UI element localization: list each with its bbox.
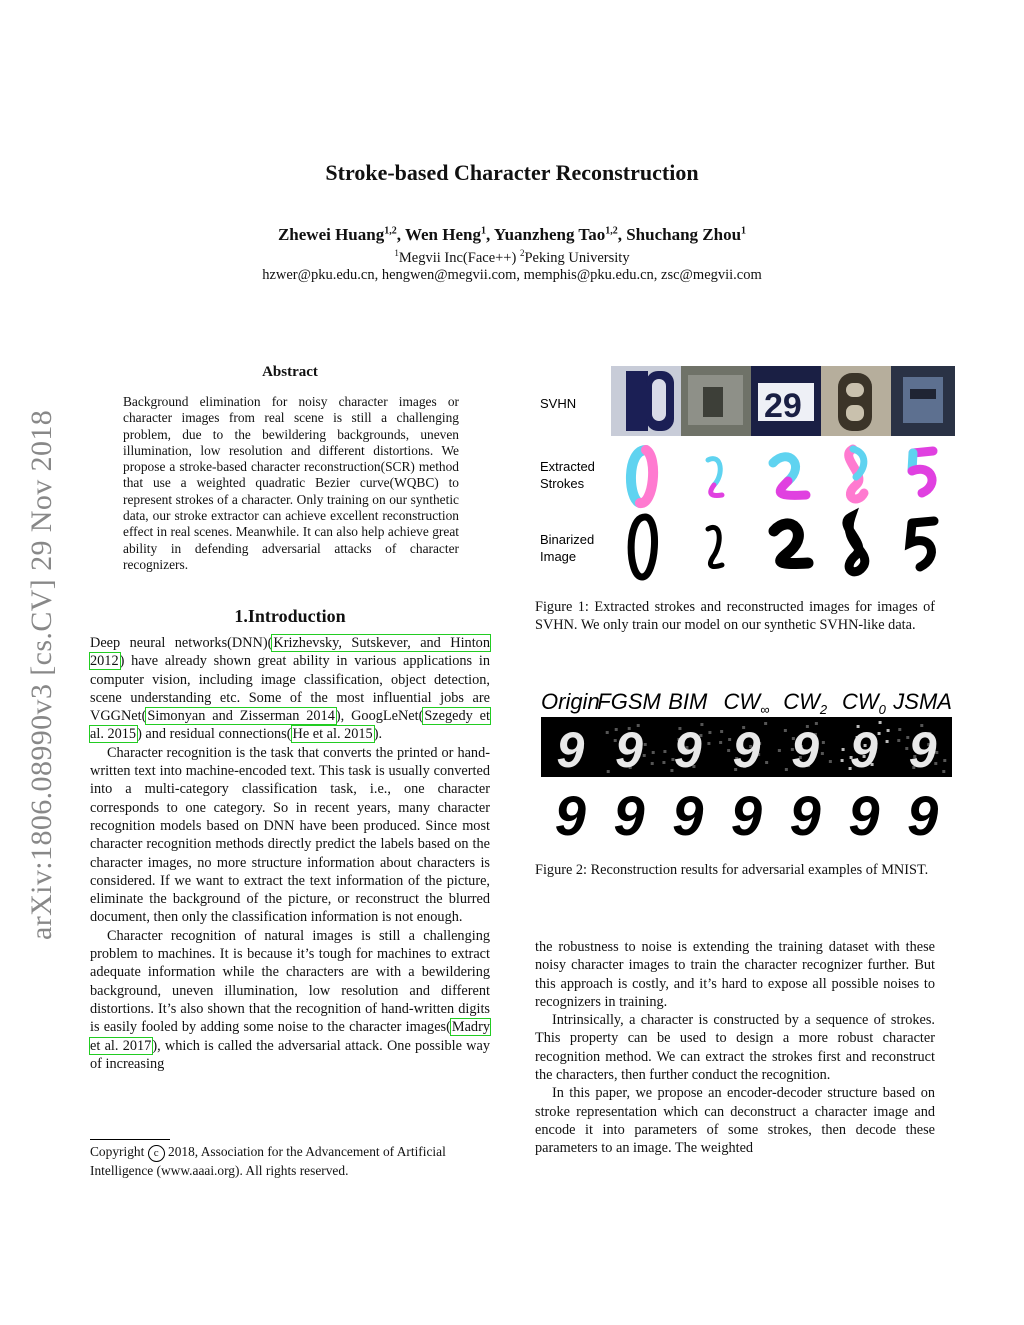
binarized-digit-2b xyxy=(774,524,808,564)
noise-speckle xyxy=(878,732,881,735)
noise-speckle xyxy=(821,752,824,755)
noise-speckle xyxy=(886,740,889,743)
binarized-digit-0 xyxy=(631,517,654,577)
binarized-digit-2 xyxy=(708,527,722,566)
adversarial-digit: 9 xyxy=(732,722,761,778)
noise-speckle xyxy=(728,738,731,741)
attack-label: Origin xyxy=(541,689,600,714)
right-column xyxy=(535,938,935,1158)
text-run: 2018, Association for the Advancement of Artificial Intelligence (www.aaai.org). All rights reserved. xyxy=(90,1144,446,1178)
citation-link[interactable]: He et al. 2015 xyxy=(292,726,373,743)
arxiv-sidebar: arXiv:1806.08990v3 [cs.CV] 29 Nov 2018 xyxy=(25,409,58,940)
noise-speckle xyxy=(644,743,647,746)
copyright-footnote xyxy=(90,1143,490,1179)
text-run: Binarized xyxy=(540,532,595,547)
author-name: Shuchang Zhou xyxy=(626,225,742,244)
text-run: ). xyxy=(373,726,383,743)
text-run: ) have already shown great ability in various applications in computer vision, including image classification, object detection, scene understanding etc. Some of the most influential jobs are VGGNet( xyxy=(90,653,490,725)
svhn-photo xyxy=(611,366,681,436)
noise-speckle xyxy=(841,759,844,762)
adversarial-digit: 9 xyxy=(908,722,937,778)
text-run: Extracted xyxy=(540,459,595,474)
stroke-digit-5 xyxy=(912,451,933,493)
noise-speckle xyxy=(829,760,832,763)
noise-speckle xyxy=(765,761,768,764)
intro-paragraph: Character recognition is the task that converts the printed or hand-written text into machine-encoded text. This task is usually converted into a multi-category classification task, i.e., one character corresponds to one category. So in recent years, many character recognition models based on DNN have been produced. Since most character recognition methods directly predict the labels based on the character images, no more structure information about characters is considered. If we want to extract the text information of the picture, eliminate the background of the picture, or reconstruct the blurred document, then only the classification information is not enough. xyxy=(90,744,490,926)
author-sup: 1 xyxy=(480,225,486,237)
intro-paragraph xyxy=(90,634,490,744)
left-column xyxy=(90,634,490,1073)
stroke-digit-8 xyxy=(849,449,864,499)
noise-speckle xyxy=(719,741,722,744)
author-emails: hzwer@pku.edu.cn, hengwen@megvii.com, memphis@pku.edu.cn, zsc@megvii.com xyxy=(262,267,762,283)
adversarial-digit: 9 xyxy=(791,722,820,778)
affil-sup: 1 xyxy=(394,248,399,258)
reconstructed-digit: 9 xyxy=(789,784,821,845)
text-run: ), which is called the adversarial attack. One possible way of increasing xyxy=(90,1037,490,1072)
adversarial-digit: 9 xyxy=(673,722,702,778)
affil-sup: 2 xyxy=(519,248,525,258)
noise-speckle xyxy=(662,761,665,764)
noise-speckle xyxy=(942,770,945,773)
affil-org: Peking University xyxy=(524,249,630,266)
reconstructed-digits xyxy=(555,784,938,845)
attack-label: JSMA xyxy=(893,689,952,714)
noise-speckle xyxy=(764,722,767,725)
copyright-icon: c xyxy=(148,1145,165,1162)
noise-speckle xyxy=(784,729,787,732)
text-run: Image xyxy=(540,549,577,564)
noise-speckle xyxy=(663,750,666,753)
author-sup: 1,2 xyxy=(605,225,618,237)
attack-label: FGSM xyxy=(597,689,661,714)
svhn-photo xyxy=(751,366,821,436)
svhn-photo xyxy=(891,366,955,436)
binarized-digit-8 xyxy=(847,517,865,572)
noise-speckle xyxy=(897,739,900,742)
figure-1-panels xyxy=(538,365,958,585)
body-paragraph: Intrinsically, a character is constructed by a sequence of strokes. This property can be used to design a more robust character recognition method. We can extract the strokes first and reconstruct the characters, then further conduct the recognition. xyxy=(535,1012,935,1084)
footnote-rule xyxy=(90,1139,170,1140)
citation-link[interactable]: Madry et al. 2017 xyxy=(90,1019,490,1054)
noise-speckle xyxy=(651,762,654,765)
noise-speckle xyxy=(785,768,788,771)
paper-title: Stroke-based Character Reconstruction xyxy=(325,160,699,185)
text-run: Strokes xyxy=(540,476,585,491)
affiliations xyxy=(0,248,1024,267)
attack-label: $CW_2$ xyxy=(783,689,828,717)
reconstructed-digit: 9 xyxy=(730,784,763,845)
author-name: Wen Heng xyxy=(404,225,481,244)
adversarial-digit: 9 xyxy=(615,722,643,778)
reconstructed-digit: 9 xyxy=(907,784,939,845)
figure-1-caption: Figure 1: Extracted strokes and reconstructed images for images of SVHN. We only train our model on our synthetic SVHN-like data. xyxy=(535,599,935,634)
reconstructed-digit: 9 xyxy=(672,784,704,845)
figure-2 xyxy=(538,685,958,845)
noise-speckle xyxy=(707,742,710,745)
noise-speckle xyxy=(778,749,781,752)
citation-link[interactable]: Simonyan and Zisserman 2014 xyxy=(147,708,335,725)
text-run: Deep neural networks(DNN)( xyxy=(90,635,273,651)
noise-speckle xyxy=(606,731,609,734)
noise-speckle xyxy=(607,770,610,773)
attack-label: $CW_\infty$ xyxy=(723,689,770,717)
stroke-digit-2 xyxy=(708,459,722,496)
figure-2-panels xyxy=(538,685,958,845)
author-sup: 1 xyxy=(741,225,747,237)
svhn-photo xyxy=(681,366,751,436)
stroke-digit-2b xyxy=(773,457,806,496)
intro-paragraph xyxy=(90,927,490,1073)
author-sup: 1,2 xyxy=(384,225,397,237)
abstract-heading: Abstract xyxy=(262,364,318,380)
noise-speckle xyxy=(887,729,890,732)
body-paragraph: the robustness to noise is extending the training dataset with these noisy character images to train the character recognizer further. But this approach is costly, and it’s hard to expose all possible noises to recognizers in training. xyxy=(535,939,935,1010)
body-paragraph: In this paper, we propose an encoder-decoder structure based on stroke representation which can deconstruct a character image and encode it into parameters of some strokes, then decode these parameters to an image. The weighted xyxy=(535,1085,935,1157)
text-run: Copyright xyxy=(90,1144,148,1159)
adversarial-digit: 9 xyxy=(556,722,585,778)
noise-speckle xyxy=(822,741,825,744)
noise-speckle xyxy=(708,731,711,734)
svhn-digit-text: 29 xyxy=(764,387,802,425)
binarized-digit-5 xyxy=(910,521,934,567)
section-heading: 1.Introduction xyxy=(234,606,346,626)
attack-label: $CW_0$ xyxy=(841,689,886,717)
reconstructed-digit: 9 xyxy=(554,784,586,845)
text-run: Character recognition of natural images is still a challenging problem to machines. It is because it’s tough for machines to extract adequate information while the characters are with a bewildering background, uneven illumination, low resolution and different distortions. It’s also shown that the recognition of hand-written digits is easily fooled by adding some noise to the character images( xyxy=(90,927,490,1036)
figure-2-caption: Figure 2: Reconstruction results for adversarial examples of MNIST. xyxy=(535,862,929,878)
reconstructed-digit: 9 xyxy=(613,784,645,845)
abstract-text: Background elimination for noisy character images or character images from real scene is still a challenging problem, due to the bewildering backgrounds, uneven illumination, low resolution and different distortions. We propose a stroke-based character reconstruction(SCR) method that use a weighted quadratic Bezier curve(WQBC) to represent strokes of a character. Only training on our synthetic data, our stroke extractor can achieve excellent reconstruction effect in real scenes. Meanwhile. It can also help achieve great ability in defending adversarial attacks of character recognizers. xyxy=(123,394,459,572)
noise-speckle xyxy=(879,721,882,724)
noise-speckle xyxy=(727,749,730,752)
citation-link[interactable]: Szegedy et al. 2015 xyxy=(90,708,490,743)
author-name: Zhewei Huang xyxy=(277,225,385,244)
noise-speckle xyxy=(842,748,845,751)
svhn-photo xyxy=(821,366,891,436)
row-label-svhn: SVHN xyxy=(540,396,577,411)
author-name: Yuanzheng Tao xyxy=(493,225,606,244)
affil-org: Megvii Inc(Face++) xyxy=(398,249,520,266)
noise-speckle xyxy=(720,730,723,733)
noise-speckle xyxy=(652,751,655,754)
text-run: ), GoogLeNet( xyxy=(335,708,424,725)
adversarial-digit: 9 xyxy=(850,722,878,778)
noise-speckle xyxy=(943,759,946,762)
noise-speckle xyxy=(643,754,646,757)
citation-link[interactable]: Krizhevsky, Sutskever, and Hinton 2012 xyxy=(90,635,490,670)
author-list: Zhewei Huang$^{1,2}$, Wen Heng$^1$, Yuanzheng Tao$^{1,2}$, Shuchang Zhou$^1$ xyxy=(277,225,747,244)
noise-speckle xyxy=(898,728,901,731)
attack-label: BIM xyxy=(668,689,708,714)
text-run: ) and residual connections( xyxy=(137,726,292,743)
figure-1 xyxy=(538,365,958,585)
stroke-digit-0 xyxy=(631,450,653,503)
attack-labels xyxy=(541,689,952,717)
reconstructed-digit: 9 xyxy=(848,784,880,845)
